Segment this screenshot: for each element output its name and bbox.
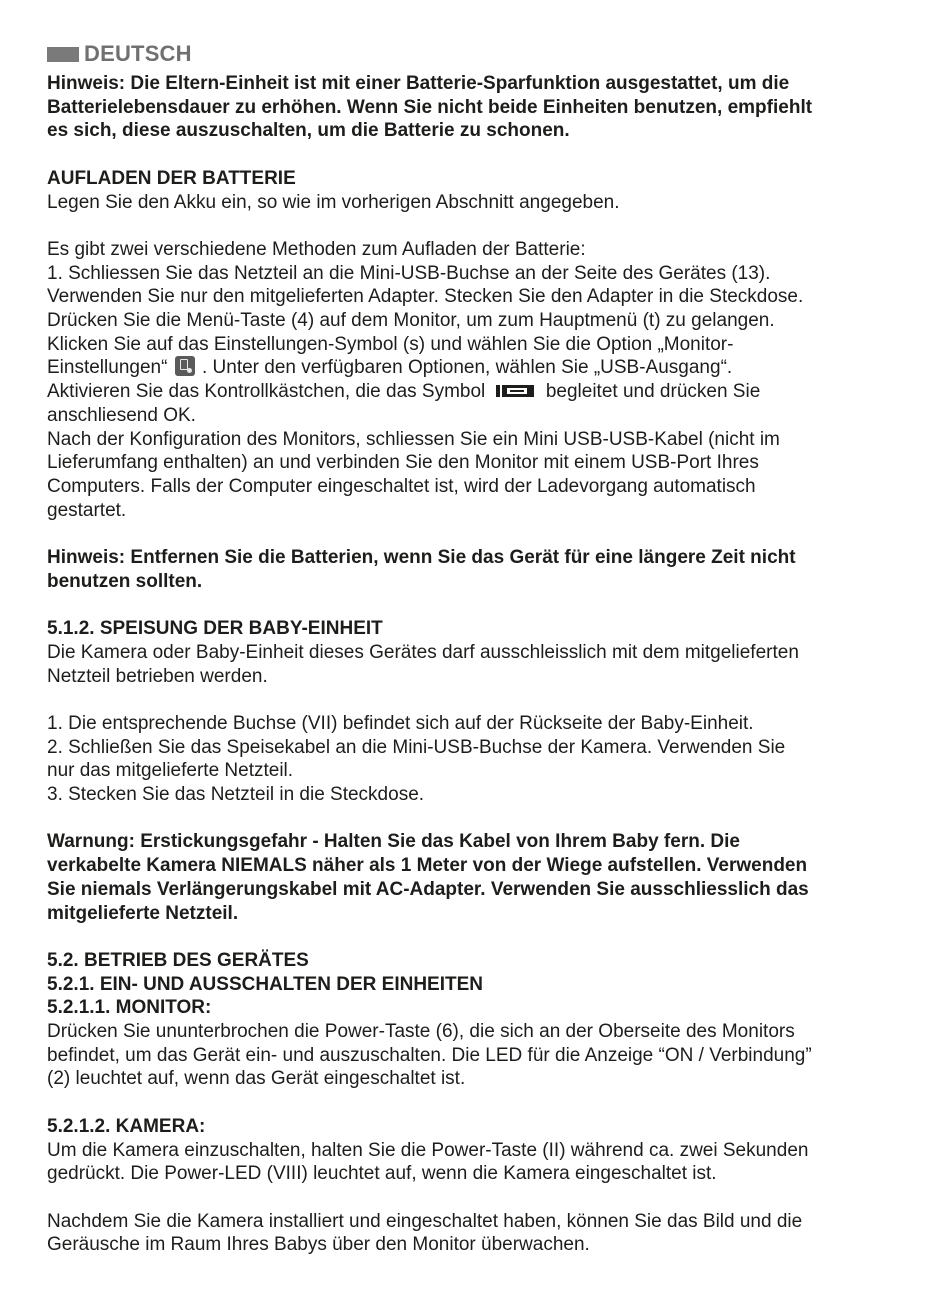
monitor-heading: 5.2.1.1. MONITOR: bbox=[47, 997, 212, 1019]
charging-section: AUFLADEN DER BATTERIE Legen Sie den Akku ein, so wie im vorherigen Abschnitt angegeben. Es gibt zwei verschiedene Methoden zum Aufladen der Batterie: 1. Schliessen Sie das Netzteil an die Mini-USB-Buchse an der Seite des Gerätes (13). Verwenden Sie nur den mitgelieferten Adapter. Stecken Sie den Adapter in die Steckdose. Drücken Sie die Menü-Taste (4) auf dem Monitor, um zum Hauptmenü (t) zu gelangen. Klicken Sie auf das Einstellungen-Symbol (s) und wählen Sie die Option „Monitor- Einstellungen“ . Unter den verfügbaren Optionen, wählen Sie „USB-Ausgang“. Aktivieren Sie das Kontrollkästchen, die das Symbol begleitet und drücken Sie anschliesend OK. Nach der Konfiguration des Monitors, schliessen Sie ein Mini USB-USB-Kabel (nicht im Lieferumfang enthalten) an und verbinden Sie den Monitor mit einem USB-Port Ihres Computers. Falls der Computer eingeschaltet ist, wird der Ladevorgang automatisch gestartet. bbox=[47, 167, 907, 523]
monitor-settings-icon bbox=[175, 356, 195, 376]
camera-heading: 5.2.1.2. KAMERA: bbox=[47, 1115, 206, 1137]
language-bar bbox=[47, 47, 79, 62]
operation-heading: 5.2. BETRIEB DES GERÄTES bbox=[47, 949, 309, 971]
language-header bbox=[47, 42, 907, 66]
remove-batteries-note: Hinweis: Entfernen Sie die Batterien, wenn Sie das Gerät für eine längere Zeit nicht benutzen sollten. bbox=[47, 547, 796, 592]
baby-power-section: 5.1.2. SPEISUNG DER BABY-EINHEIT Die Kamera oder Baby-Einheit dieses Gerätes darf ausschleisslich mit dem mitgelieferten Netzteil betrieben werden. 1. Die entsprechende Buchse (VII) befindet sich auf der Rückseite der Baby-Einheit. 2. Schließen Sie das Speisekabel an die Mini-USB-Buchse der Kamera. Verwenden Sie nur das mitgelieferte Netzteil. 3. Stecken Sie das Netzteil in die Steckdose. bbox=[47, 617, 907, 807]
manual-page bbox=[47, 42, 907, 1257]
suffocation-warning: Warnung: Erstickungsgefahr - Halten Sie das Kabel von Ihrem Baby fern. Die verkabelte Kamera NIEMALS näher als 1 Meter von der Wiege aufstellen. Verwenden Sie niemals Verlängerungskabel mit AC-Adapter. Verwenden Sie ausschliesslich das mitgelieferte Netzteil. bbox=[47, 831, 809, 924]
charging-heading: AUFLADEN DER BATTERIE bbox=[47, 167, 296, 189]
language-label: DEUTSCH bbox=[84, 41, 192, 66]
on-off-heading: 5.2.1. EIN- UND AUSSCHALTEN DER EINHEITEN bbox=[47, 973, 483, 995]
battery-saver-note: Hinweis: Die Eltern-Einheit ist mit einer Batterie-Sparfunktion ausgestattet, um die Batterielebensdauer zu erhöhen. Wenn Sie nicht beide Einheiten benutzen, empfiehlt es sich, diese auszuschalten, um die Batterie zu schonen. bbox=[47, 73, 813, 142]
baby-power-heading: 5.1.2. SPEISUNG DER BABY-EINHEIT bbox=[47, 618, 383, 640]
usb-output-icon bbox=[495, 383, 535, 399]
operation-section: 5.2. BETRIEB DES GERÄTES 5.2.1. EIN- UND AUSSCHALTEN DER EINHEITEN 5.2.1.1. MONITOR: Drücken Sie ununterbrochen die Power-Taste (6), die sich an der Oberseite des Monitors befindet, um das Gerät ein- und auszuschalten. Die LED für die Anzeige “ON / Verbindung” (2) leuchtet auf, wenn das Gerät eingeschaltet ist. 5.2.1.2. KAMERA: Um die Kamera einzuschalten, halten Sie die Power-Taste (II) während ca. zwei Sekunden gedrückt. Die Power-LED (VIII) leuchtet auf, wenn die Kamera eingeschaltet ist. Nachdem Sie die Kamera installiert und eingeschaltet haben, können Sie das Bild und die Geräusche im Raum Ihres Babys über den Monitor überwachen. bbox=[47, 949, 907, 1257]
